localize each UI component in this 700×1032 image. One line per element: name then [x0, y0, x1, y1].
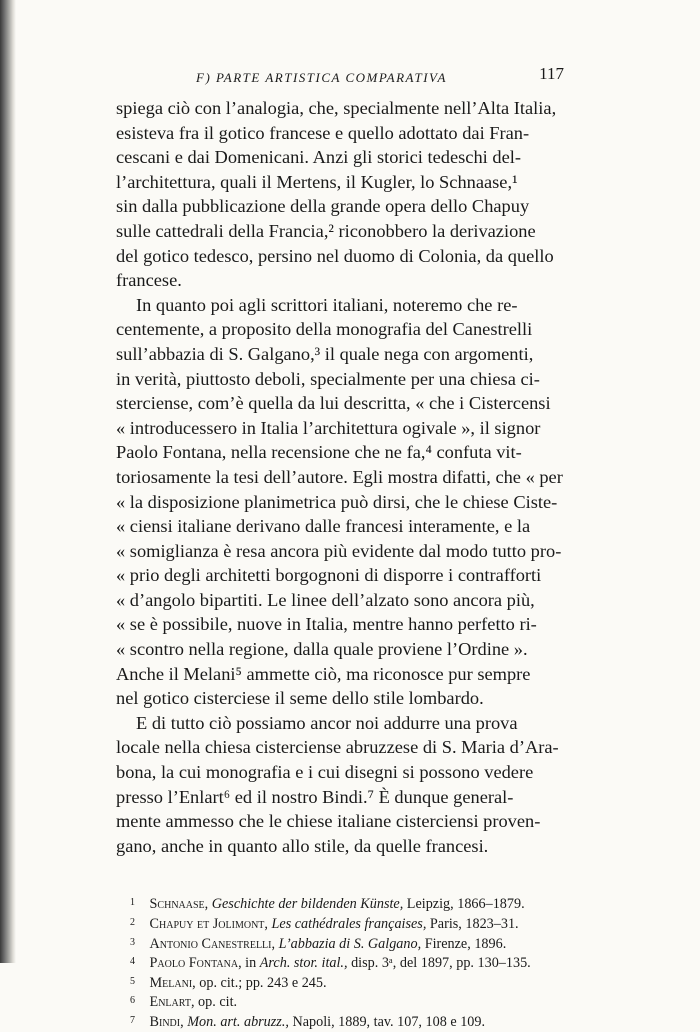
- footnote-details: op. cit.; pp. 243 e 245.: [199, 974, 327, 991]
- footnote: [116, 1012, 564, 1032]
- footnote-preposition: in: [245, 955, 257, 972]
- footnote-author: Antonio Canestrelli,: [149, 935, 276, 952]
- page-number: 117: [539, 64, 564, 83]
- paragraph: In quanto poi agli scrittori italiani, noteremo che re- centemente, a proposito della monografia del Canestrelli sull’abbazia di S. Galgano,³ il quale nega con argomenti, in verità, piuttosto deboli, specialmente per una chiesa ci- sterciense, com’è quella da lui descritta, « che i Cistercensi « introducessero in Italia l’architettura ogivale », il signor Paolo Fontana, nella recensione che ne fa,⁴ confuta vit- toriosamente la tesi dell’autore. Egli mostra difatti, che « per « la disposizione planimetrica può dirsi, che le chiese Ciste- « ciensi italiane derivano dalle francesi interamente, e la « somiglianza è resa ancora più evidente dal modo tutto pro- « prio degli architetti borgognoni di disporre i contrafforti « d’angolo bipartiti. Le linee dell’alzato sono ancora più, « se è possibile, nuove in Italia, mentre hanno perfetto ri- « scontro nella regione, dalla quale proviene l’Ordine ». Anche il Melani⁵ ammette ciò, ma riconosce pur sempre nel gotico cisterciese il seme dello stile lombardo.: [116, 294, 563, 709]
- page-binding-edge: [0, 0, 16, 963]
- footnote-number: 5: [130, 975, 135, 987]
- footnote-number: 7: [130, 1014, 135, 1026]
- footnote-details: Napoli, 1889, tav. 107, 108 e 109.: [292, 1013, 486, 1030]
- footnote-number: 4: [130, 956, 135, 968]
- footnote-title: L’abbazia di S. Galgano,: [278, 935, 422, 952]
- paragraph: E di tutto ciò possiamo ancor noi addurre una prova locale nella chiesa cisterciense abruzzese di S. Maria d’Ara- bona, la cui monografia e i cui disegni si possono vedere presso l’Enlart⁶ ed il nostro Bindi.⁷ È dunque general- mente ammesso che le chiese italiane cisterciensi proven- gano, anche in quanto allo stile, da quelle francesi.: [116, 712, 559, 856]
- footnote: [116, 914, 564, 934]
- footnote-details: Firenze, 1896.: [424, 935, 507, 952]
- footnote-number: 6: [130, 995, 135, 1007]
- book-page: [116, 62, 564, 1032]
- footnote-details: disp. 3ᵃ, del 1897, pp. 130–135.: [351, 955, 531, 972]
- footnote-details: Leipzig, 1866–1879.: [406, 896, 525, 913]
- footnote-number: 3: [130, 936, 135, 948]
- footnote-number: 2: [130, 917, 135, 928]
- footnote: [116, 973, 564, 993]
- footnote-author: Schnaase,: [149, 896, 209, 913]
- body-text: [116, 96, 564, 858]
- footnote-author: Melani,: [149, 974, 196, 991]
- footnote-author: Enlart,: [149, 994, 195, 1011]
- paragraph: spiega ciò con l’analogia, che, specialmente nell’Alta Italia, esisteva fra il gotico francese e quello adottato dai Fran- cescani e dai Domenicani. Anzi gli storici tedeschi del- l’architettura, quali il Mertens, il Kugler, lo Schnaase,¹ sin dalla pubblicazione della grande opera dello Chapuy sulle cattedrali della Francia,² riconobbero la derivazione del gotico tedesco, persino nel duomo di Colonia, da quello francese.: [116, 98, 557, 291]
- footnote-number: 1: [130, 897, 135, 909]
- footnote-details: op. cit.: [198, 994, 238, 1011]
- footnote-title: Arch. stor. ital.,: [259, 955, 348, 972]
- footnote: [116, 992, 564, 1012]
- footnote-author: Chapuy et Jolimont,: [149, 916, 268, 932]
- footnote: [116, 934, 564, 954]
- footnote-details: Paris, 1823–31.: [429, 916, 519, 932]
- footnote: [116, 894, 564, 914]
- running-head-section: F) PARTE ARTISTICA COMPARATIVA: [196, 70, 447, 85]
- running-head: [116, 62, 564, 92]
- footnote-title: Les cathédrales françaises,: [271, 916, 427, 932]
- footnote-title: Mon. art. abruzz.,: [187, 1013, 289, 1030]
- footnote-author: Paolo Fontana,: [149, 955, 242, 972]
- footnote-author: Bindi,: [149, 1013, 184, 1030]
- footnote-title: Geschichte der bildenden Künste,: [211, 896, 404, 913]
